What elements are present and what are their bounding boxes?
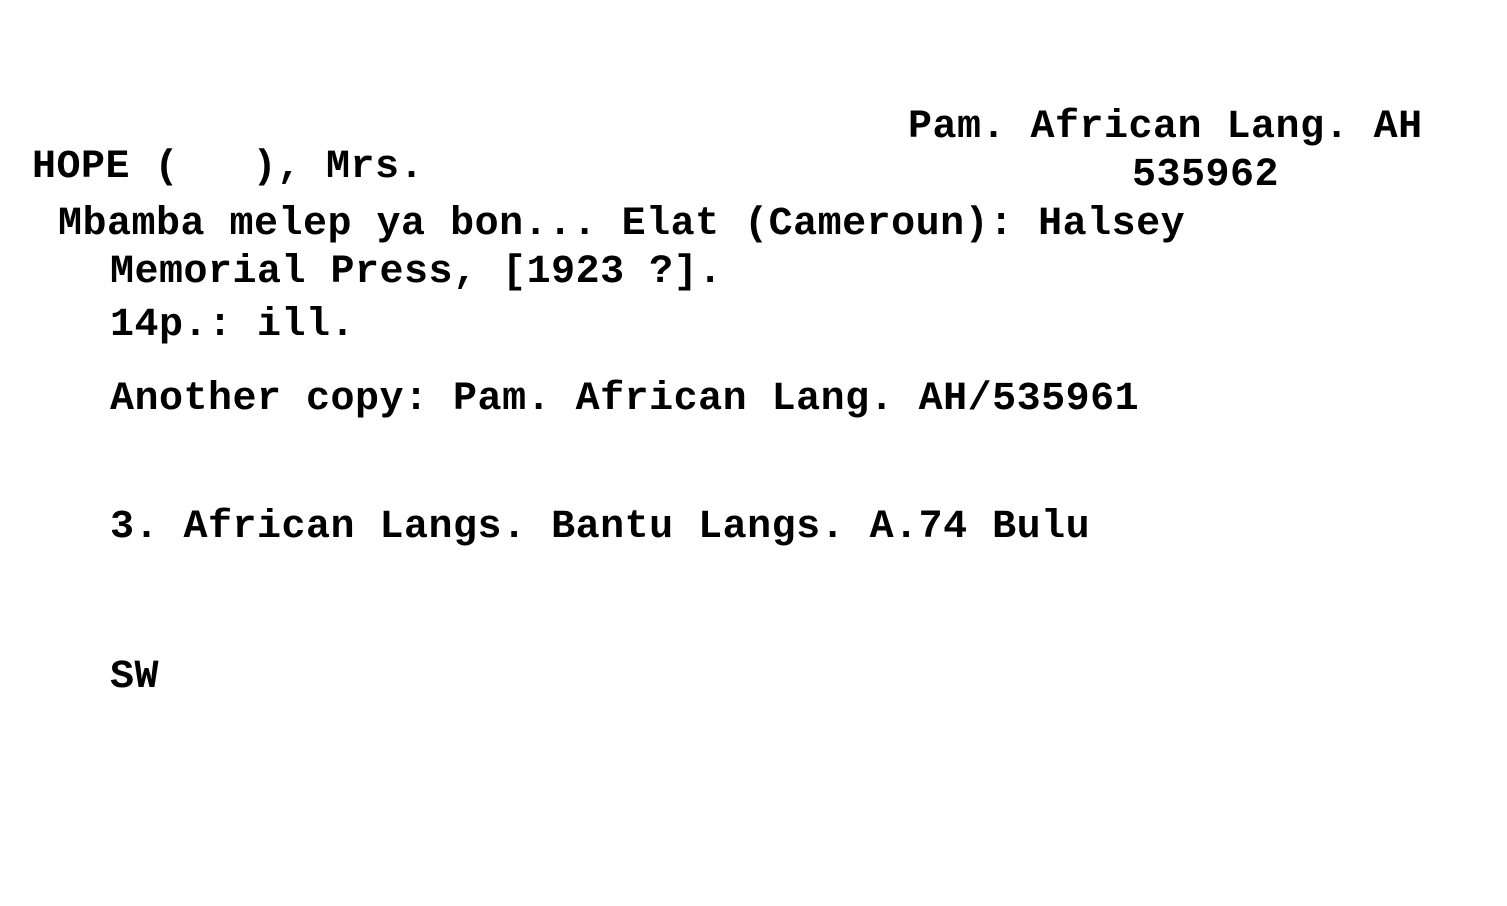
another-copy-note: Another copy: Pam. African Lang. AH/535961 bbox=[110, 377, 1140, 422]
subject-heading: 3. African Langs. Bantu Langs. A.74 Bulu bbox=[110, 505, 1091, 550]
title-line-2: Memorial Press, [1923 ?]. bbox=[110, 250, 723, 295]
shelfmark: Pam. African Lang. AH bbox=[908, 105, 1423, 150]
title-line-1: Mbamba melep ya bon... Elat (Cameroun): Halsey bbox=[58, 202, 1186, 247]
accession-number: 535962 bbox=[1132, 153, 1280, 198]
author-heading: HOPE ( ), Mrs. bbox=[32, 145, 425, 190]
collation: 14p.: ill. bbox=[110, 303, 356, 348]
cataloguer-initials: SW bbox=[110, 655, 160, 700]
